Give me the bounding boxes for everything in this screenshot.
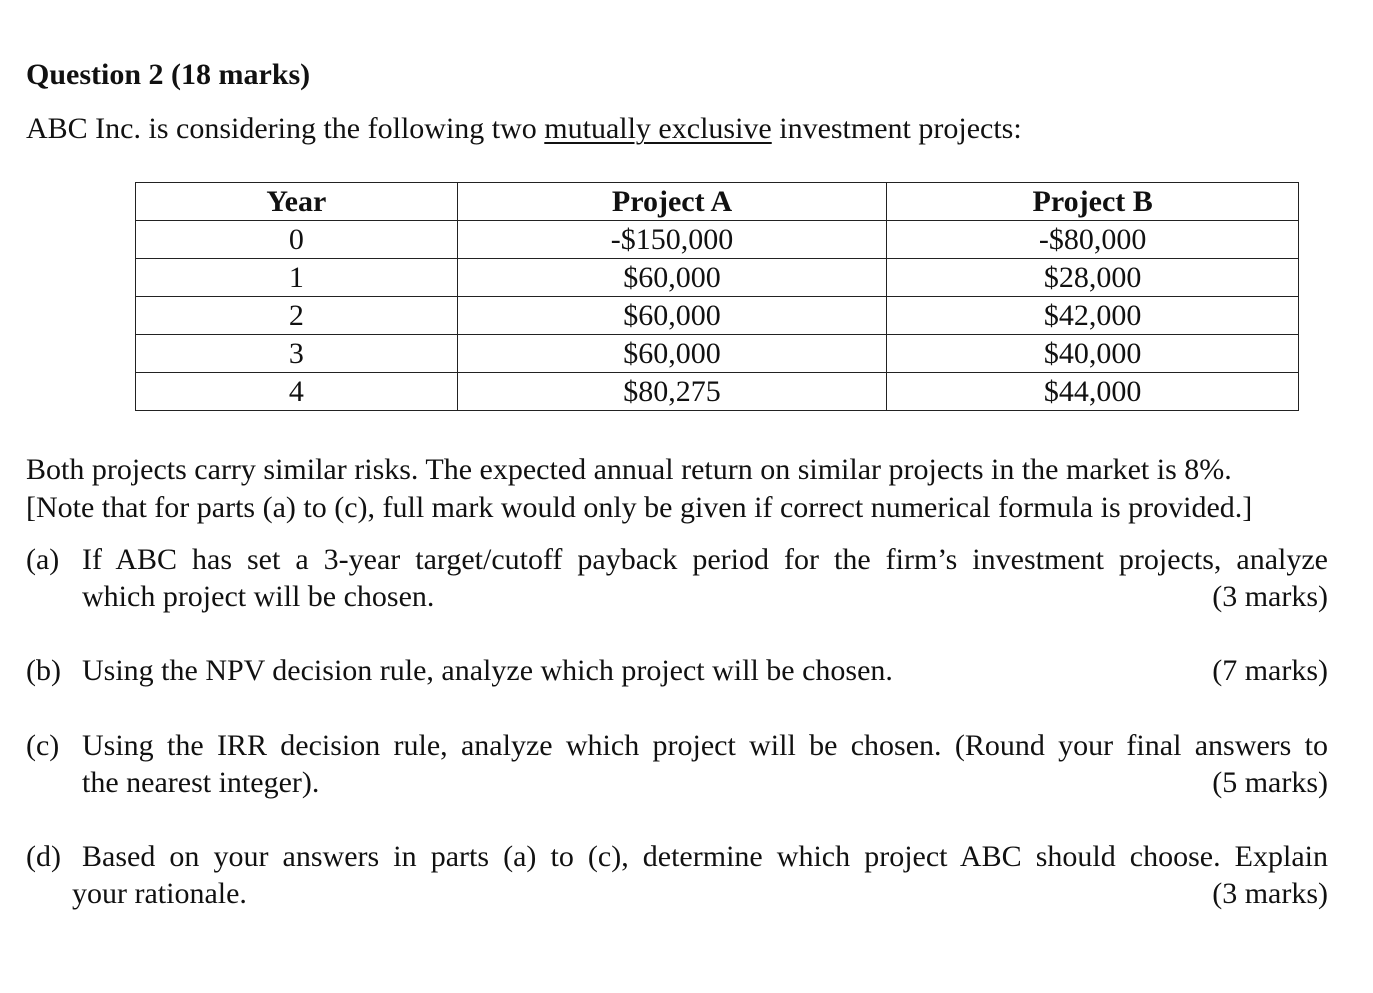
intro-text-before: ABC Inc. is considering the following two bbox=[26, 112, 545, 145]
part-a bbox=[26, 541, 1328, 615]
part-a-marks: (3 marks) bbox=[1212, 580, 1328, 613]
part-d-line-2: your rationale. bbox=[72, 877, 247, 910]
cell-project-b: $28,000 bbox=[887, 259, 1299, 297]
table-header-row bbox=[136, 183, 1299, 221]
part-c bbox=[26, 727, 1328, 801]
part-b-label: (b) bbox=[26, 654, 61, 687]
cell-project-b: $44,000 bbox=[887, 373, 1299, 411]
cell-project-a: $60,000 bbox=[457, 335, 887, 373]
table-row bbox=[136, 297, 1299, 335]
cash-flow-table bbox=[135, 182, 1299, 411]
part-a-label: (a) bbox=[26, 543, 60, 576]
table-row bbox=[136, 259, 1299, 297]
context-line-2: [Note that for parts (a) to (c), full mark would only be given if correct numerical formula is provided.] bbox=[26, 491, 1253, 524]
cell-year: 4 bbox=[136, 373, 458, 411]
part-d-marks: (3 marks) bbox=[1212, 877, 1328, 910]
cell-project-a: -$150,000 bbox=[457, 221, 887, 259]
part-d-label: (d) bbox=[26, 840, 61, 873]
table-row bbox=[136, 373, 1299, 411]
part-d-line-1: Based on your answers in parts (a) to (c), determine which project ABC should choose. Explain bbox=[82, 840, 1328, 873]
cell-project-a: $60,000 bbox=[457, 297, 887, 335]
cell-project-b: $40,000 bbox=[887, 335, 1299, 373]
cell-project-a: $80,275 bbox=[457, 373, 887, 411]
header-project-a: Project A bbox=[457, 183, 887, 221]
context-line-1: Both projects carry similar risks. The expected annual return on similar projects in the market is 8%. bbox=[26, 453, 1232, 486]
table-row bbox=[136, 221, 1299, 259]
part-b-marks: (7 marks) bbox=[1212, 654, 1328, 687]
part-c-marks: (5 marks) bbox=[1212, 766, 1328, 799]
header-project-b: Project B bbox=[887, 183, 1299, 221]
cell-project-b: -$80,000 bbox=[887, 221, 1299, 259]
cell-year: 3 bbox=[136, 335, 458, 373]
part-b bbox=[26, 652, 1328, 689]
part-b-line-1: Using the NPV decision rule, analyze which project will be chosen. bbox=[82, 654, 893, 687]
cell-year: 1 bbox=[136, 259, 458, 297]
part-c-line-1: Using the IRR decision rule, analyze which project will be chosen. (Round your final answers to bbox=[82, 729, 1328, 762]
question-intro bbox=[26, 110, 1022, 148]
cell-project-b: $42,000 bbox=[887, 297, 1299, 335]
part-a-line-1: If ABC has set a 3-year target/cutoff payback period for the firm’s investment projects, analyze bbox=[82, 543, 1328, 576]
part-d bbox=[26, 838, 1328, 912]
cell-project-a: $60,000 bbox=[457, 259, 887, 297]
part-a-line-2: which project will be chosen. bbox=[82, 580, 435, 613]
intro-text-after: investment projects: bbox=[771, 112, 1022, 145]
question-title: Question 2 (18 marks) bbox=[26, 58, 311, 91]
part-c-label: (c) bbox=[26, 729, 60, 762]
part-c-line-2: the nearest integer). bbox=[82, 766, 320, 799]
header-year: Year bbox=[136, 183, 458, 221]
table-row bbox=[136, 335, 1299, 373]
cell-year: 0 bbox=[136, 221, 458, 259]
intro-underlined-text: mutually exclusive bbox=[544, 112, 772, 145]
cell-year: 2 bbox=[136, 297, 458, 335]
